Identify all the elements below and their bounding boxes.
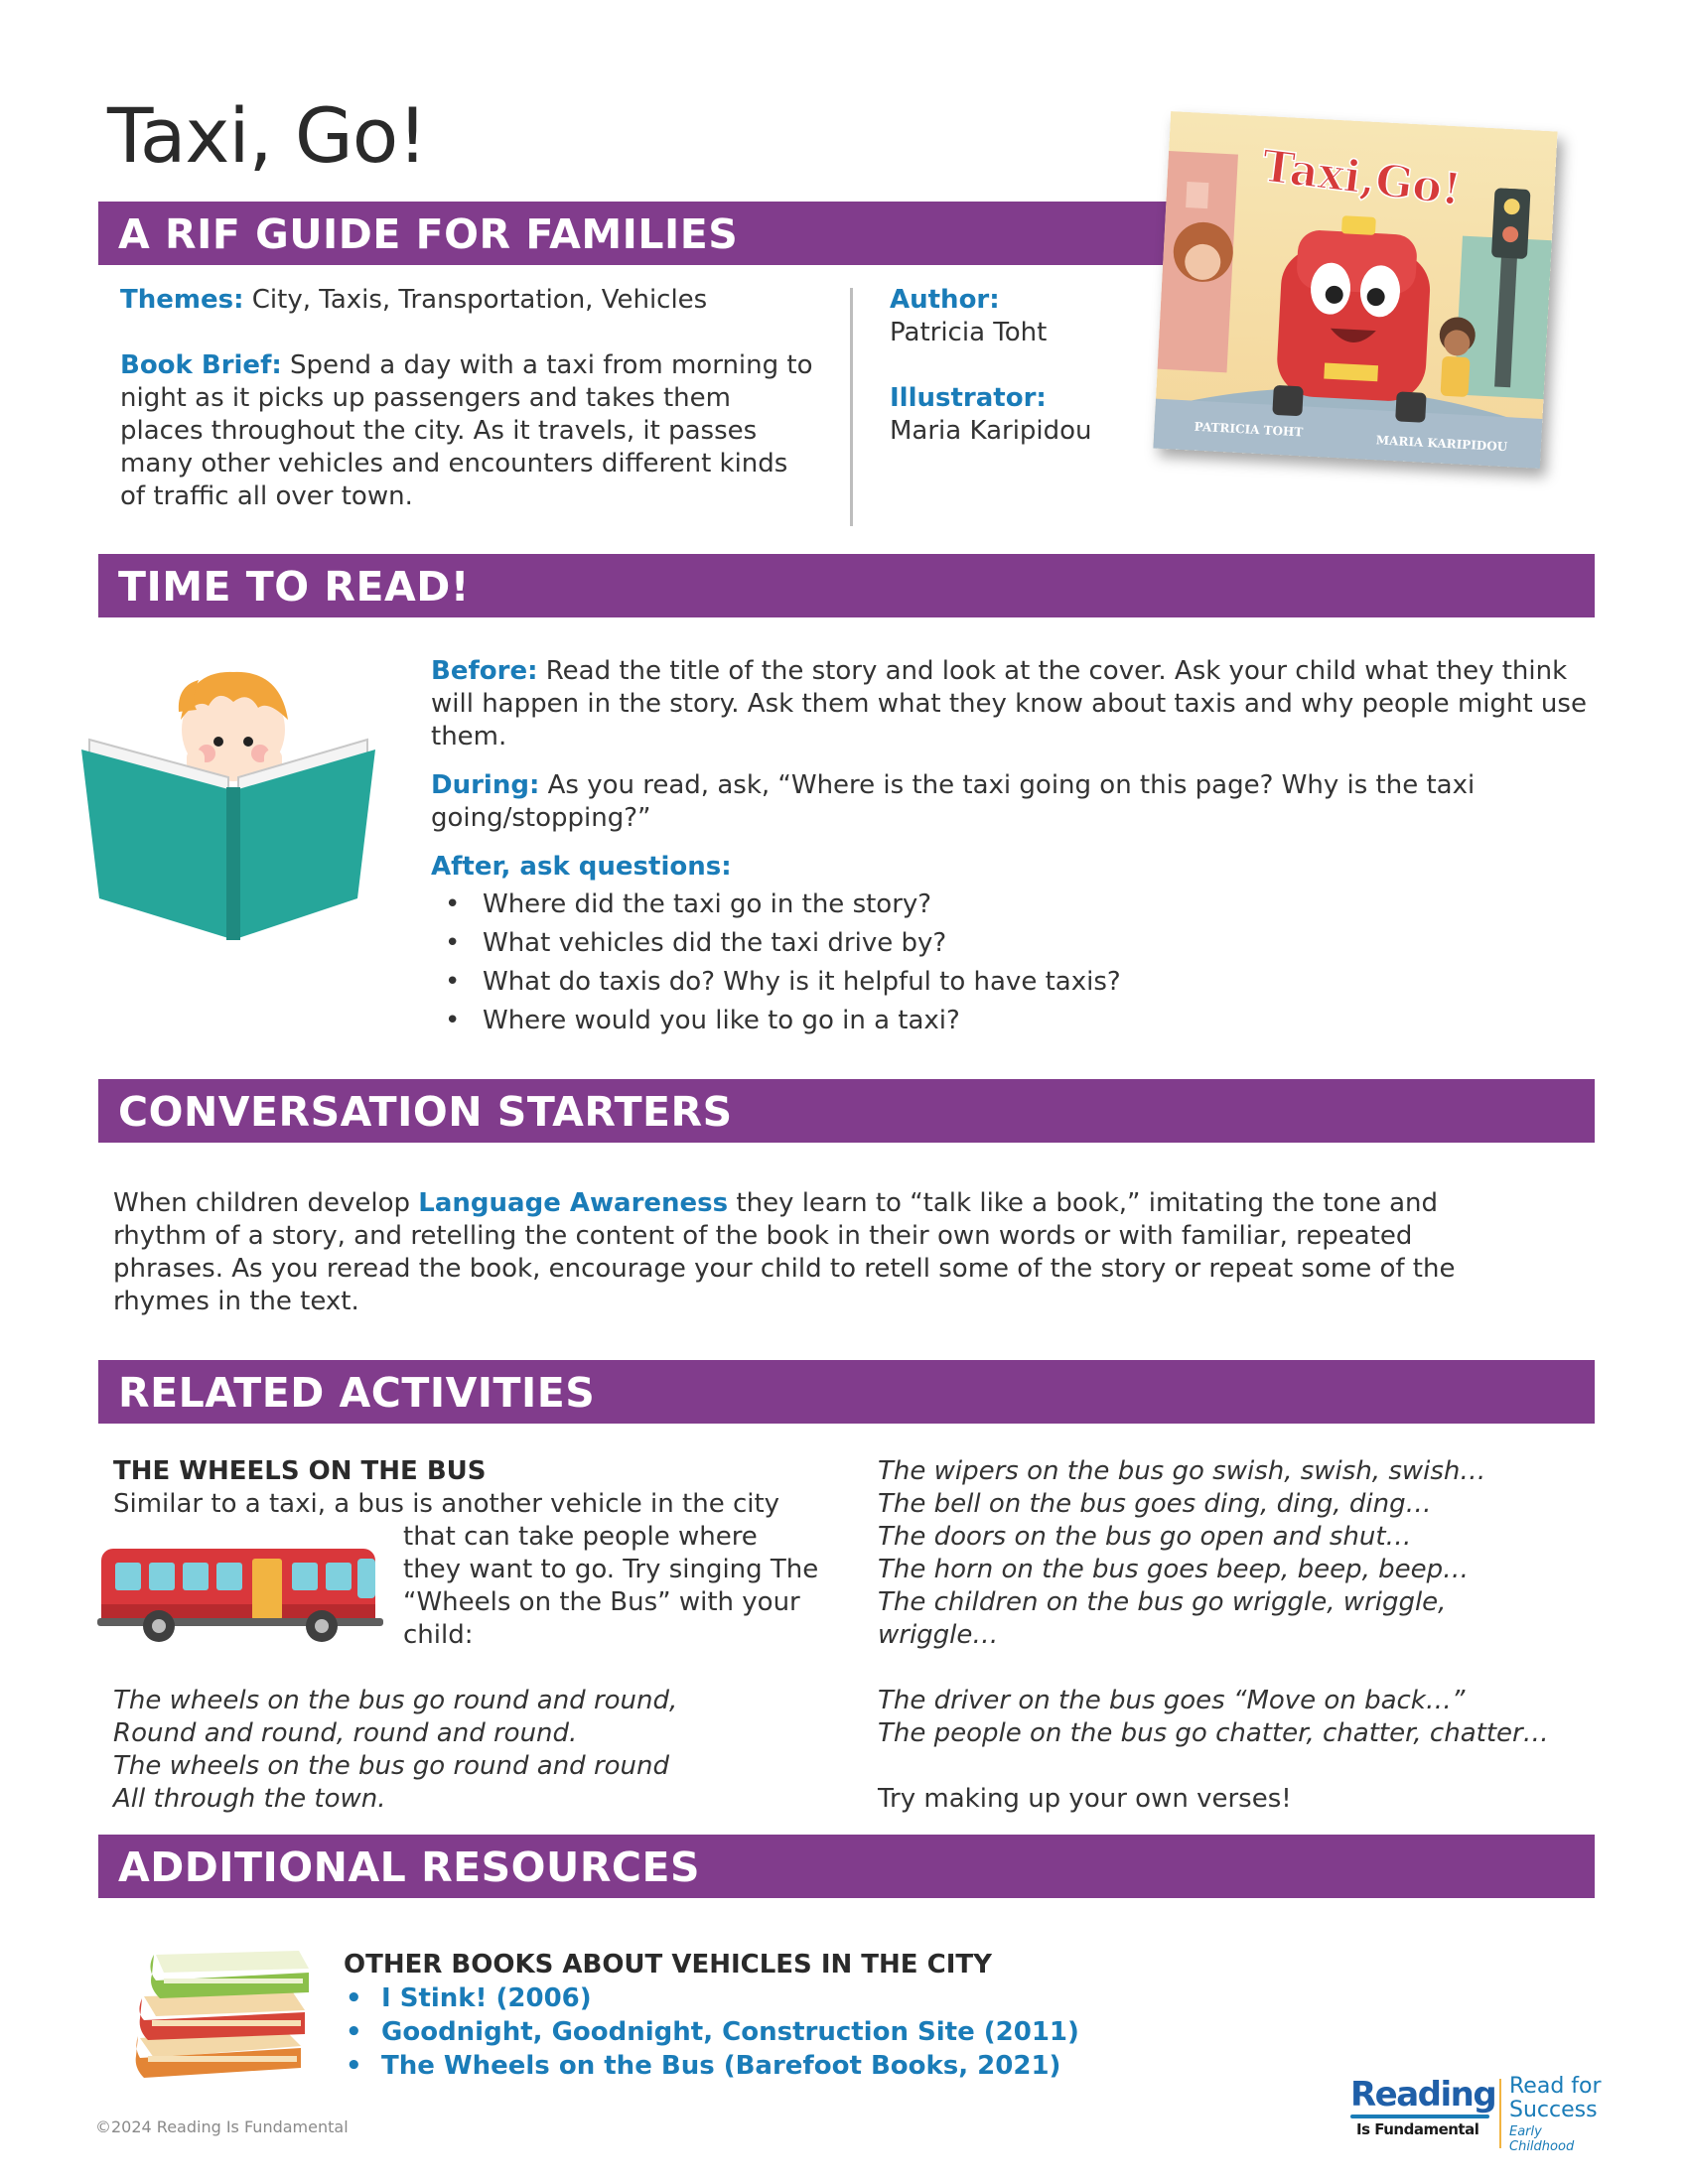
wheels-heading: THE WHEELS ON THE BUS [113, 1456, 487, 1486]
bus-illustration [97, 1545, 387, 1644]
logo-right-line-3: Early Childhood [1509, 2124, 1575, 2154]
themes-text: City, Taxis, Transportation, Vehicles [243, 285, 708, 315]
copyright-text: ©2024 Reading Is Fundamental [95, 2117, 349, 2136]
closing-line: Try making up your own verses! [878, 1784, 1292, 1814]
before-paragraph [431, 655, 1603, 753]
verse-line: Round and round, round and round. [113, 1718, 578, 1748]
verse-line: All through the town. [113, 1784, 386, 1814]
during-paragraph [431, 769, 1603, 835]
resources-subheading: OTHER BOOKS ABOUT VEHICLES IN THE CITY [344, 1950, 992, 1979]
book-brief [120, 349, 815, 513]
wheels-intro-wrap: that can take people where they want to go. Try singing The “Wheels on the Bus” with your child: [403, 1522, 819, 1650]
logo-wave-icon [1350, 2115, 1489, 2118]
logo-main-text: Reading [1350, 2075, 1496, 2115]
before-text: Read the title of the story and look at the cover. Ask your child what they think will happen in the story. Ask them what they know about taxis and why people might use them. [431, 656, 1587, 751]
verse-line: The people on the bus go chatter, chatter, chatter… [878, 1718, 1549, 1748]
activities-bar: RELATED ACTIVITIES [98, 1360, 1595, 1424]
cover-title: Taxi,Go! [1258, 141, 1465, 216]
themes-line [120, 284, 815, 317]
illustrator-label: Illustrator: [890, 383, 1047, 413]
verse-line: The doors on the bus go open and shut… [878, 1522, 1412, 1552]
child-book-icon [60, 650, 397, 948]
resources-list-block [344, 1948, 1237, 2083]
reading-child-illustration [60, 650, 397, 948]
logo-sub-text: Is Fundamental [1356, 2120, 1479, 2138]
list-item: • What vehicles did the taxi drive by? [431, 924, 1603, 963]
verse-line: The wipers on the bus go swish, swish, swish… [878, 1456, 1486, 1486]
bus-icon [97, 1545, 387, 1644]
conversation-text-start: When children develop [113, 1188, 419, 1218]
intro-divider [850, 288, 853, 526]
verse-line: wriggle… [878, 1620, 999, 1650]
question-list [431, 886, 1603, 1040]
brief-text: Spend a day with a taxi from morning to night as it picks up passengers and takes them places throughout the city. As it travels, it passes many other vehicles and encounters different kinds of traffic all over town. [120, 350, 813, 511]
verse-line: The horn on the bus goes beep, beep, beep… [878, 1555, 1470, 1584]
after-label: After, ask questions: [431, 852, 732, 882]
conversation-text-end: they learn to “talk like a book,” imitating the tone and rhythm of a story, and retelling the content of the book in their own words or with familiar, repeated phrases. As you reread the book, encourage your child to retell some of the story or repeat some of the rhymes in the text. [113, 1188, 1456, 1316]
cover-author: PATRICIA TOHT [1194, 419, 1304, 440]
list-item: • Where would you like to go in a taxi? [431, 1002, 1603, 1040]
before-label: Before: [431, 656, 538, 686]
list-item: • What do taxis do? Why is it helpful to have taxis? [431, 963, 1603, 1002]
author-label: Author: [890, 285, 1000, 315]
list-item[interactable]: • I Stink! (2006) [344, 1981, 1237, 2015]
resources-bar: ADDITIONAL RESOURCES [98, 1835, 1595, 1898]
verse-line: The wheels on the bus go round and round, [113, 1686, 678, 1715]
activities-right-column [878, 1455, 1593, 1816]
reading-instructions [431, 655, 1603, 1040]
verse-line: The bell on the bus goes ding, ding, ding… [878, 1489, 1432, 1519]
logo-separator [1499, 2079, 1501, 2148]
during-label: During: [431, 770, 540, 800]
verse-line: The driver on the bus goes “Move on back…” [878, 1686, 1466, 1715]
rif-logo [1350, 2075, 1609, 2154]
list-item: • Where did the taxi go in the story? [431, 886, 1603, 924]
book-stack-illustration [134, 1941, 313, 2080]
book-cover [1153, 111, 1557, 469]
illustrator-name: Maria Karipidou [890, 416, 1092, 446]
book-cover-art [1153, 111, 1557, 469]
conversation-bar: CONVERSATION STARTERS [98, 1079, 1595, 1143]
guide-header-bar: A RIF GUIDE FOR FAMILIES [98, 202, 1191, 265]
language-awareness-term: Language Awareness [418, 1188, 729, 1218]
logo-right-line-1: Read for [1509, 2074, 1602, 2099]
intro-right-column [890, 284, 1158, 448]
page-title: Taxi, Go! [107, 91, 427, 180]
verse-line: The children on the bus go wriggle, wriggle, [878, 1587, 1447, 1617]
wheels-intro-line: Similar to a taxi, a bus is another vehicle in the city [113, 1489, 780, 1519]
verse-left [113, 1685, 828, 1816]
list-item[interactable]: • The Wheels on the Bus (Barefoot Books, 2021) [344, 2049, 1237, 2083]
during-text: As you read, ask, “Where is the taxi going on this page? Why is the taxi going/stopping?” [431, 770, 1476, 833]
cover-illustrator: MARIA KARIPIDOU [1375, 433, 1508, 455]
author-name: Patricia Toht [890, 318, 1048, 347]
logo-right-line-2: Success [1509, 2098, 1598, 2122]
conversation-text [113, 1187, 1503, 1318]
themes-label: Themes: [120, 285, 244, 315]
time-to-read-bar: TIME TO READ! [98, 554, 1595, 617]
resources-book-list [344, 1981, 1237, 2083]
intro-left-column [120, 284, 815, 529]
list-item[interactable]: • Goodnight, Goodnight, Construction Site (2011) [344, 2015, 1237, 2049]
verse-line: The wheels on the bus go round and round [113, 1751, 670, 1781]
books-icon [134, 1941, 313, 2080]
brief-label: Book Brief: [120, 350, 282, 380]
